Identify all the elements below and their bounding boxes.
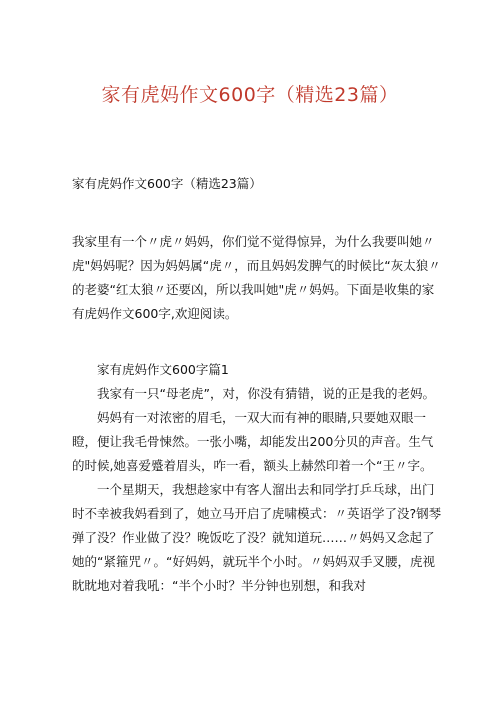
document-title: 家有虎妈作文600字（精选23篇）	[101, 84, 399, 106]
section-heading: 家有虎妈作文600字篇1	[97, 362, 229, 377]
document-subtitle: 家有虎妈作文600字（精选23篇）	[72, 176, 262, 191]
body-paragraph: 我家有一只“母老虎”，对，你没有猜错，说的正是我的老妈。	[97, 386, 435, 401]
document-body	[72, 172, 444, 598]
body-paragraph: 妈妈有一对浓密的眉毛，一双大而有神的眼睛,只要她双眼一瞪，便让我毛骨悚然。一张小嘴，却能发出200分贝的声音。生气的时候,她喜爱蹙着眉头，咋一看，额头上赫然印着一个“王〃字。	[72, 410, 434, 473]
intro-paragraph: 我家里有一个〃虎〃妈妈，你们觉不觉得惊异，为什么我要叫她〃虎"妈妈呢？因为妈妈属“虎〃，而且妈妈发脾气的时候比“灰太狼〃的老婆“红太狼〃还要凶，所以我叫她"虎〃妈妈。下面是收集的家有虎妈作文600字,欢迎阅读。	[72, 234, 441, 321]
body-paragraph: 一个星期天，我想趁家中有客人溜出去和同学打乒乓球，出门时不幸被我妈看到了，她立马开启了虎啸模式：〃英语学了没?钢琴弹了没？作业做了没？晚饭吃了没？就知道玩……〃妈妈又念起了她的“紧箍咒〃。“好妈妈，就玩半个小时。〃妈妈双手叉腰，虎视眈眈地对着我吼：“半个小时？半分钟也别想，和我对	[72, 482, 442, 593]
